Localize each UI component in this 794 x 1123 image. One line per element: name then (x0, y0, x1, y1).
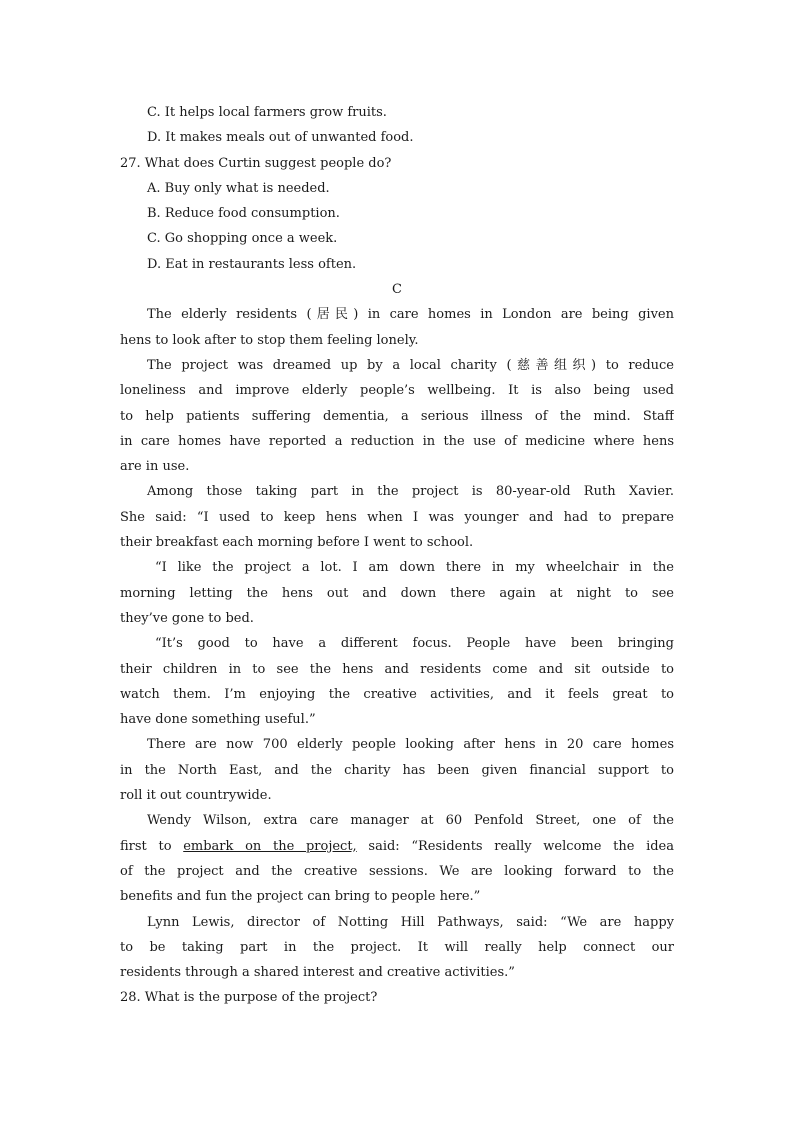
q27-option-b: B. Reduce food consumption. (147, 206, 340, 222)
passage-line: roll it out countrywide. (120, 788, 272, 804)
passage-line: they’ve gone to bed. (120, 610, 254, 626)
passage-line: benefits and fun the project can bring to people here.” (120, 889, 481, 905)
passage-line: hens to look after to stop them feeling lonely. (120, 332, 419, 348)
passage-line: “It’s good to have a different focus. People have been bringing (155, 636, 674, 652)
passage-text: first to (120, 838, 184, 854)
passage-line: in the North East, and the charity has been given financial support to (120, 762, 674, 778)
q27-option-a: A. Buy only what is needed. (147, 180, 330, 196)
q27-option-c: C. Go shopping once a week. (147, 231, 338, 247)
passage-line: The project was dreamed up by a local charity (慈善组织) to reduce (147, 357, 674, 373)
passage-line: watch them. I’m enjoying the creative activities, and it feels great to (120, 686, 674, 702)
passage-line: morning letting the hens out and down there again at night to see (120, 585, 674, 601)
passage-line: There are now 700 elderly people looking after hens in 20 care homes (147, 737, 674, 753)
passage-line: Among those taking part in the project is 80-year-old Ruth Xavier. (147, 484, 674, 500)
passage-line: She said: “I used to keep hens when I was younger and had to prepare (120, 509, 674, 525)
passage-line: residents through a shared interest and creative activities.” (120, 965, 515, 981)
passage-line: in care homes have reported a reduction in the use of medicine where hens (120, 433, 674, 449)
q27-stem: 27. What does Curtin suggest people do? (120, 155, 392, 171)
passage-line: their children in to see the hens and residents come and sit outside to (120, 661, 674, 677)
document-page (120, 100, 674, 1011)
q27-option-d: D. Eat in restaurants less often. (147, 256, 357, 272)
q28-stem: 28. What is the purpose of the project? (120, 990, 378, 1006)
passage-line: The elderly residents (居民) in care homes in London are being given (147, 307, 674, 323)
passage-text: said: “Residents really welcome the idea (356, 838, 674, 854)
underlined-phrase: embark on the project, (183, 838, 357, 854)
section-label: C (392, 282, 402, 298)
passage-line: of the project and the creative sessions. We are looking forward to the (120, 863, 674, 879)
passage-line: to be taking part in the project. It will really help connect our (120, 939, 674, 955)
passage-line: loneliness and improve elderly people’s wellbeing. It is also being used (120, 383, 674, 399)
passage-line: Lynn Lewis, director of Notting Hill Pathways, said: “We are happy (147, 914, 674, 930)
q26-option-d: D. It makes meals out of unwanted food. (147, 130, 414, 146)
passage-line (120, 834, 674, 859)
passage-line: have done something useful.” (120, 712, 316, 728)
passage-line: their breakfast each morning before I went to school. (120, 535, 474, 551)
q26-option-c: C. It helps local farmers grow fruits. (147, 105, 387, 120)
passage-line: Wendy Wilson, extra care manager at 60 Penfold Street, one of the (147, 813, 674, 829)
passage-line: “I like the project a lot. I am down there in my wheelchair in the (155, 560, 674, 576)
passage-line: are in use. (120, 459, 190, 475)
passage-line: to help patients suffering dementia, a serious illness of the mind. Staff (120, 408, 674, 424)
